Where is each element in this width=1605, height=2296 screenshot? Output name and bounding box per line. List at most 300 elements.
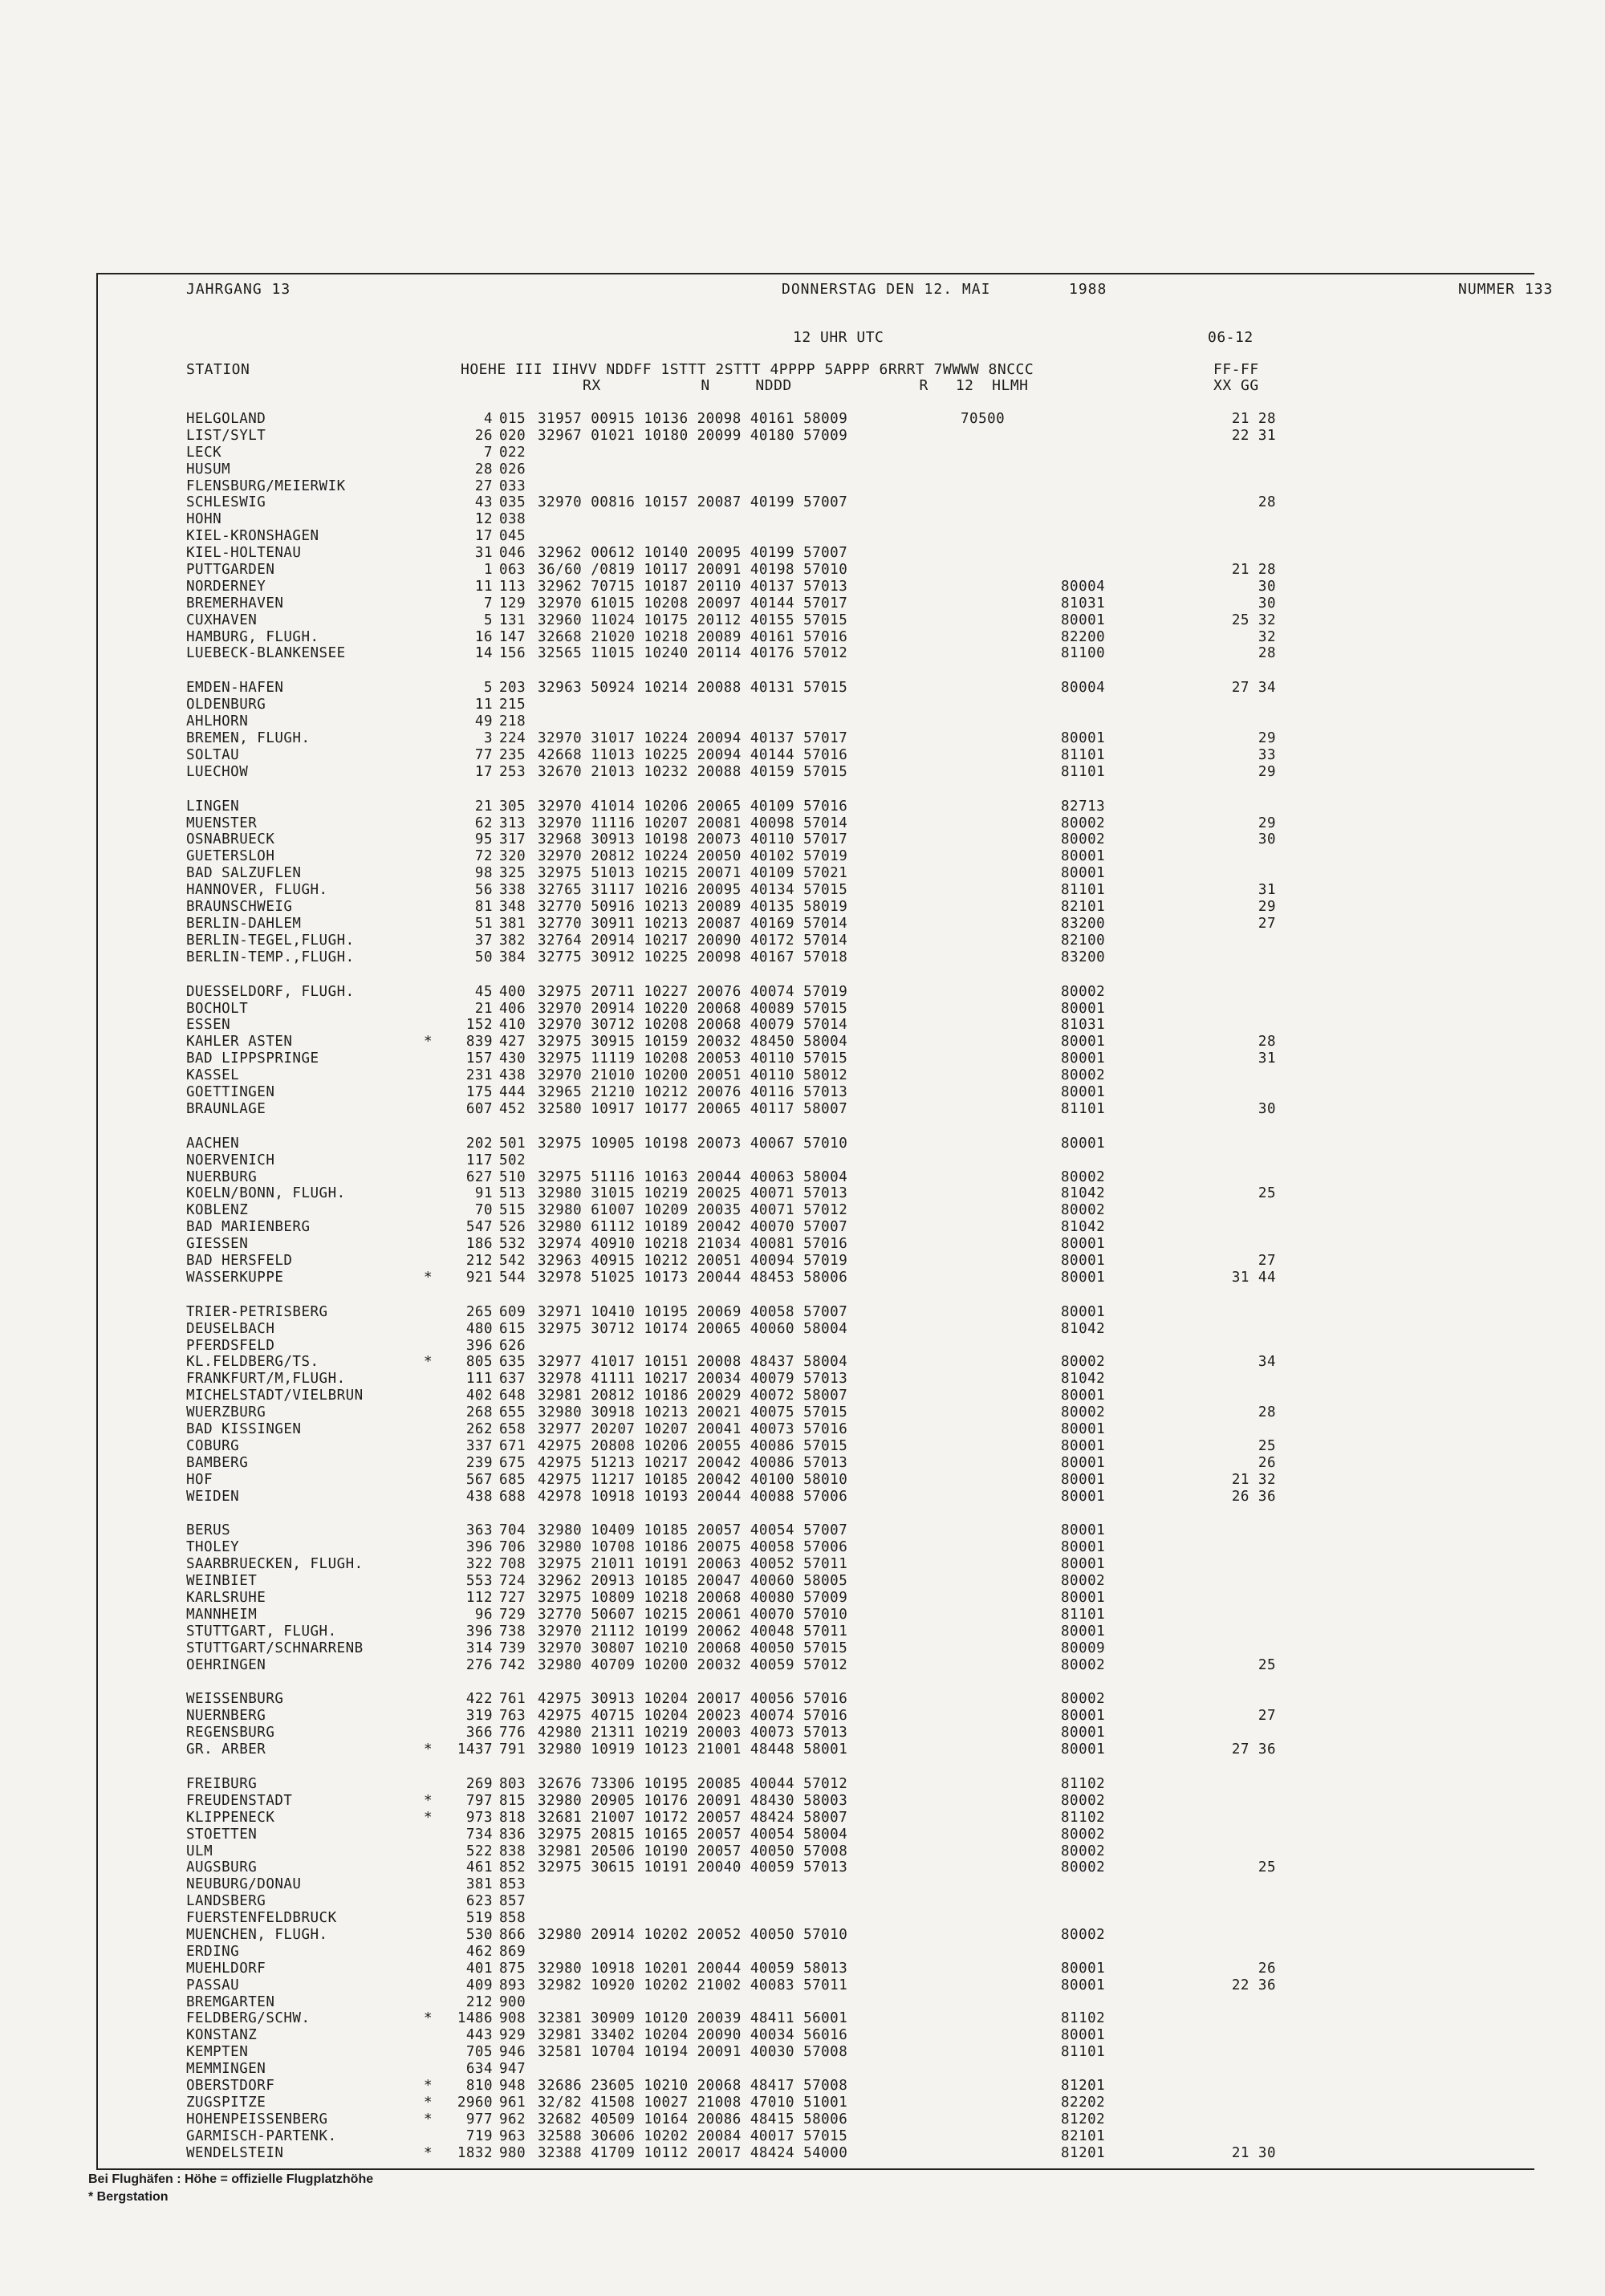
station-code: 946	[499, 2044, 526, 2061]
gust-value: 33	[1258, 746, 1276, 763]
elevation: 7	[483, 595, 493, 612]
elevation: 31	[474, 545, 493, 562]
station-code: 671	[499, 1437, 526, 1454]
station-name: BAD MARIENBERG	[186, 1219, 311, 1236]
station-code: 430	[499, 1050, 526, 1067]
station-code: 156	[499, 645, 526, 662]
station-code: 381	[499, 915, 526, 932]
gust-value: 28	[1258, 1404, 1276, 1421]
station-code: 963	[499, 2127, 526, 2144]
elevation: 381	[465, 1876, 493, 1893]
cloud-group: 80001	[1061, 848, 1106, 865]
synop-groups: 32770 50916 10213 20089 40135 58019	[538, 899, 848, 916]
station-row	[186, 562, 1470, 579]
station-row	[186, 1607, 1470, 1623]
station-name: HOF	[186, 1471, 213, 1488]
station-row	[186, 1371, 1470, 1388]
cloud-group: 80002	[1061, 1691, 1106, 1708]
mountain-flag: *	[424, 1741, 433, 1758]
synop-groups: 42975 11217 10185 20042 40100 58010	[538, 1471, 848, 1488]
cloud-group: 82202	[1061, 2094, 1106, 2111]
report-date: DONNERSTAG DEN 12. MAI	[782, 281, 991, 298]
station-name: LUECHOW	[186, 763, 249, 780]
elevation: 11	[474, 578, 493, 595]
mountain-flag: *	[424, 1792, 433, 1809]
cloud-group: 80002	[1061, 1573, 1106, 1590]
synop-groups: 32975 51013 10215 20071 40109 57021	[538, 865, 848, 882]
station-name: AACHEN	[186, 1135, 240, 1152]
synop-groups: 36/60 /0819 10117 20091 40198 57010	[538, 562, 848, 579]
report-sheet	[96, 273, 1554, 2170]
synop-groups: 32681 21007 10172 20057 48424 58007	[538, 1809, 848, 1826]
station-code: 706	[499, 1539, 526, 1556]
station-row	[186, 1539, 1470, 1556]
station-code: 384	[499, 949, 526, 965]
elevation: 4	[483, 411, 493, 427]
station-row	[186, 1304, 1470, 1321]
group-spacer	[186, 1286, 1470, 1304]
station-name: LIST/SYLT	[186, 427, 266, 444]
station-name: ESSEN	[186, 1017, 231, 1034]
station-code: 761	[499, 1691, 526, 1708]
group-spacer	[186, 1673, 1470, 1691]
elevation: 422	[465, 1691, 493, 1708]
synop-groups: 32981 20812 10186 20029 40072 58007	[538, 1388, 848, 1404]
cloud-group: 80001	[1061, 1556, 1106, 1573]
station-name: BERUS	[186, 1522, 231, 1539]
synop-groups: 32980 10409 10185 20057 40054 57007	[538, 1522, 848, 1539]
cloud-group: 81102	[1061, 1809, 1106, 1826]
station-code: 739	[499, 1640, 526, 1656]
station-row	[186, 1810, 1470, 1827]
group-spacer	[186, 662, 1470, 680]
station-code: 980	[499, 2144, 526, 2161]
synop-groups: 32963 50924 10214 20088 40131 57015	[538, 680, 848, 697]
station-name: WEISSENBURG	[186, 1691, 284, 1708]
station-row	[186, 1084, 1470, 1101]
elevation: 1437	[457, 1741, 493, 1758]
station-row	[186, 2061, 1470, 2078]
station-code: 866	[499, 1927, 526, 1944]
elevation: 81	[474, 899, 493, 916]
station-code: 045	[499, 528, 526, 545]
footnotes	[88, 2171, 373, 2206]
cloud-group: 81101	[1061, 2044, 1106, 2061]
synop-groups: 32975 10809 10218 20068 40080 57009	[538, 1590, 848, 1606]
gust-value: 25 32	[1231, 612, 1276, 628]
time-label: 12 UHR UTC	[793, 329, 884, 346]
synop-groups: 32970 31017 10224 20094 40137 57017	[538, 730, 848, 747]
elevation: 28	[474, 461, 493, 477]
station-code: 615	[499, 1320, 526, 1337]
group-headings: HOEHE III IIHVV NDDFF 1STTT 2STTT 4PPPP 5APPP 6RRRT 7WWWW 8NCCC	[461, 361, 1034, 378]
station-code: 708	[499, 1556, 526, 1573]
group-spacer	[186, 1118, 1470, 1136]
station-name: FUERSTENFELDBRUCK	[186, 1910, 337, 1927]
station-row	[186, 1776, 1470, 1793]
station-name: STUTTGART/SCHNARRENB	[186, 1640, 364, 1656]
elevation: 43	[474, 494, 493, 511]
station-code: 338	[499, 882, 526, 899]
station-name: GIESSEN	[186, 1236, 249, 1253]
station-name: BRAUNLAGE	[186, 1100, 266, 1117]
synop-groups: 32962 20913 10185 20047 40060 58005	[538, 1573, 848, 1590]
station-row	[186, 799, 1470, 815]
station-name: KLIPPENECK	[186, 1809, 275, 1826]
gust-value: 29	[1258, 730, 1276, 747]
elevation: 734	[465, 1826, 493, 1843]
station-row	[186, 1219, 1470, 1236]
station-row	[186, 1202, 1470, 1219]
mountain-flag: *	[424, 1809, 433, 1826]
station-name: MUENSTER	[186, 815, 258, 831]
mountain-flag: *	[424, 2111, 433, 2127]
elevation: 17	[474, 528, 493, 545]
cloud-group: 81201	[1061, 2078, 1106, 2095]
station-name: WEIDEN	[186, 1488, 240, 1505]
gust-value: 25	[1258, 1437, 1276, 1454]
synop-groups: 32970 21112 10199 20062 40048 57011	[538, 1623, 848, 1640]
station-row	[186, 949, 1470, 966]
elevation: 519	[465, 1910, 493, 1927]
gust-value: 27	[1258, 915, 1276, 932]
station-name: BAD KISSINGEN	[186, 1420, 302, 1437]
cloud-group: 80001	[1061, 1488, 1106, 1505]
station-code: 948	[499, 2078, 526, 2095]
cloud-group: 80002	[1061, 1404, 1106, 1421]
station-name: MICHELSTADT/VIELBRUN	[186, 1388, 364, 1404]
station-row	[186, 1321, 1470, 1338]
elevation: 480	[465, 1320, 493, 1337]
synop-groups: 32971 10410 10195 20069 40058 57007	[538, 1303, 848, 1320]
station-row	[186, 595, 1470, 612]
station-code: 510	[499, 1168, 526, 1185]
station-code: 738	[499, 1623, 526, 1640]
station-row	[186, 1640, 1470, 1657]
elevation: 21	[474, 798, 493, 815]
cloud-group: 81101	[1061, 746, 1106, 763]
cloud-group: 81042	[1061, 1219, 1106, 1236]
station-row	[186, 882, 1470, 899]
station-code: 544	[499, 1269, 526, 1286]
station-row	[186, 1623, 1470, 1640]
elevation: 553	[465, 1573, 493, 1590]
station-code: 635	[499, 1354, 526, 1371]
cloud-group: 80001	[1061, 612, 1106, 628]
station-name: NEUBURG/DONAU	[186, 1876, 302, 1893]
elevation: 462	[465, 1943, 493, 1960]
station-row	[186, 645, 1470, 662]
station-name: MUENCHEN, FLUGH.	[186, 1927, 328, 1944]
station-row	[186, 1017, 1470, 1034]
station-row	[186, 1556, 1470, 1573]
cloud-group: 80009	[1061, 1640, 1106, 1656]
synop-groups: 42975 30913 10204 20017 40056 57016	[538, 1691, 848, 1708]
elevation: 45	[474, 983, 493, 1000]
station-row	[186, 2145, 1470, 2162]
station-row	[186, 1843, 1470, 1860]
elevation: 50	[474, 949, 493, 965]
station-row	[186, 428, 1470, 445]
station-code: 542	[499, 1252, 526, 1269]
synop-groups: 32975 30712 10174 20065 40060 58004	[538, 1320, 848, 1337]
station-code: 852	[499, 1859, 526, 1876]
elevation: 91	[474, 1185, 493, 1202]
station-name: OBERSTDORF	[186, 2078, 275, 2095]
station-row	[186, 1827, 1470, 1843]
station-name: STOETTEN	[186, 1826, 258, 1843]
station-row	[186, 680, 1470, 697]
elevation: 14	[474, 645, 493, 662]
station-row	[186, 1994, 1470, 2011]
synop-groups: 32970 30807 10210 20068 40050 57015	[538, 1640, 848, 1656]
gust-value: 34	[1258, 1354, 1276, 1371]
station-name: BOCHOLT	[186, 1000, 249, 1017]
station-row	[186, 445, 1470, 461]
station-row	[186, 1472, 1470, 1489]
group-spacer	[186, 781, 1470, 799]
elevation: 117	[465, 1152, 493, 1168]
station-row	[186, 1438, 1470, 1455]
cloud-group: 80001	[1061, 1303, 1106, 1320]
station-code: 962	[499, 2111, 526, 2127]
mountain-flag: *	[424, 1034, 433, 1050]
elevation: 607	[465, 1100, 493, 1117]
station-code: 215	[499, 697, 526, 713]
station-name: WEINBIET	[186, 1573, 258, 1590]
cloud-group: 80001	[1061, 1708, 1106, 1725]
station-code: 776	[499, 1725, 526, 1741]
gust-value: 29	[1258, 763, 1276, 780]
station-name: BERLIN-TEGEL,FLUGH.	[186, 932, 355, 949]
station-code: 729	[499, 1606, 526, 1623]
elevation: 337	[465, 1437, 493, 1454]
elevation: 805	[465, 1354, 493, 1371]
elevation: 977	[465, 2111, 493, 2127]
cloud-group: 80001	[1061, 2027, 1106, 2044]
station-code: 063	[499, 562, 526, 579]
station-name: WENDELSTEIN	[186, 2144, 284, 2161]
elevation: 21	[474, 1000, 493, 1017]
station-row	[186, 528, 1470, 545]
cloud-group: 81101	[1061, 1606, 1106, 1623]
station-name: SOLTAU	[186, 746, 240, 763]
cloud-group: 80002	[1061, 1202, 1106, 1219]
station-code: 035	[499, 494, 526, 511]
station-name: FELDBERG/SCHW.	[186, 2010, 311, 2027]
cloud-group: 81101	[1061, 1100, 1106, 1117]
elevation: 5	[483, 612, 493, 628]
cloud-group: 80002	[1061, 831, 1106, 848]
elevation: 265	[465, 1303, 493, 1320]
synop-groups: 32975 11119 10208 20053 40110 57015	[538, 1050, 848, 1067]
station-row	[186, 461, 1470, 478]
station-name: DUESSELDORF, FLUGH.	[186, 983, 355, 1000]
synop-groups: 32775 30912 10225 20098 40167 57018	[538, 949, 848, 965]
station-code: 929	[499, 2027, 526, 2044]
elevation: 17	[474, 763, 493, 780]
station-row	[186, 2128, 1470, 2145]
cloud-group: 80002	[1061, 815, 1106, 831]
gust-value: 30	[1258, 595, 1276, 612]
synop-groups: 32980 10918 10201 20044 40059 58013	[538, 1960, 848, 1977]
cloud-group: 81031	[1061, 1017, 1106, 1034]
station-code: 869	[499, 1943, 526, 1960]
station-code: 444	[499, 1083, 526, 1100]
station-code: 438	[499, 1067, 526, 1084]
station-name: OSNABRUECK	[186, 831, 275, 848]
station-name: HUSUM	[186, 461, 231, 477]
mountain-flag: *	[424, 2094, 433, 2111]
station-row	[186, 848, 1470, 865]
elevation: 157	[465, 1050, 493, 1067]
synop-groups: 32963 40915 10212 20051 40094 57019	[538, 1252, 848, 1269]
station-code: 893	[499, 1977, 526, 1993]
cloud-group: 80001	[1061, 1539, 1106, 1556]
synop-groups: 32980 61112 10189 20042 40070 57007	[538, 1219, 848, 1236]
elevation: 7	[483, 444, 493, 461]
elevation: 72	[474, 848, 493, 865]
elevation: 363	[465, 1522, 493, 1539]
elevation: 112	[465, 1590, 493, 1606]
gust-value: 25	[1258, 1185, 1276, 1202]
gust-value: 32	[1258, 628, 1276, 645]
elevation: 268	[465, 1404, 493, 1421]
station-row	[186, 713, 1470, 730]
gust-value: 22 31	[1231, 427, 1276, 444]
station-name: KOELN/BONN, FLUGH.	[186, 1185, 346, 1202]
elevation: 37	[474, 932, 493, 949]
synop-groups: 32580 10917 10177 20065 40117 58007	[538, 1100, 848, 1117]
station-row	[186, 1185, 1470, 1202]
synop-groups: 32581 10704 10194 20091 40030 57008	[538, 2044, 848, 2061]
synop-groups: 32770 50607 10215 20061 40070 57010	[538, 1606, 848, 1623]
station-code: 235	[499, 746, 526, 763]
cloud-group: 81042	[1061, 1371, 1106, 1388]
elevation: 77	[474, 746, 493, 763]
synop-groups: 32981 20506 10190 20057 40050 57008	[538, 1843, 848, 1859]
station-name: BERLIN-TEMP.,FLUGH.	[186, 949, 355, 965]
synop-groups: 32588 30606 10202 20084 40017 57015	[538, 2127, 848, 2144]
synop-groups: 32686 23605 10210 20068 48417 57008	[538, 2078, 848, 2095]
cloud-group: 80001	[1061, 730, 1106, 747]
gust-value: 25	[1258, 1859, 1276, 1876]
station-name: KIEL-HOLTENAU	[186, 545, 302, 562]
station-name: FREIBURG	[186, 1776, 258, 1793]
cloud-group: 81042	[1061, 1320, 1106, 1337]
synop-groups: 32980 31015 10219 20025 40071 57013	[538, 1185, 848, 1202]
station-name: BAD SALZUFLEN	[186, 865, 302, 882]
cloud-group: 80001	[1061, 1420, 1106, 1437]
station-row	[186, 1338, 1470, 1355]
station-code: 685	[499, 1471, 526, 1488]
synop-groups: 32565 11015 10240 20114 40176 57012	[538, 645, 848, 662]
station-name: GR. ARBER	[186, 1741, 266, 1758]
elevation: 1486	[457, 2010, 493, 2027]
cloud-group: 80002	[1061, 1656, 1106, 1673]
elevation: 98	[474, 865, 493, 882]
station-row	[186, 1354, 1470, 1371]
station-row	[186, 545, 1470, 562]
gust-heading: FF-FF	[1213, 361, 1259, 378]
station-code: 724	[499, 1573, 526, 1590]
cloud-group: 80001	[1061, 1741, 1106, 1758]
synop-groups: 32980 30918 10213 20021 40075 57015	[538, 1404, 848, 1421]
station-code: 320	[499, 848, 526, 865]
synop-groups: 42975 40715 10204 20023 40074 57016	[538, 1708, 848, 1725]
synop-groups: 32960 11024 10175 20112 40155 57015	[538, 612, 848, 628]
station-row	[186, 1944, 1470, 1961]
station-code: 026	[499, 461, 526, 477]
station-name: NOERVENICH	[186, 1152, 275, 1168]
station-code: 513	[499, 1185, 526, 1202]
elevation: 810	[465, 2078, 493, 2095]
station-name: FREUDENSTADT	[186, 1792, 293, 1809]
elevation: 239	[465, 1454, 493, 1471]
synop-groups: 32975 51116 10163 20044 40063 58004	[538, 1168, 848, 1185]
cloud-group: 81102	[1061, 2010, 1106, 2027]
station-code: 727	[499, 1590, 526, 1606]
station-name: LINGEN	[186, 798, 240, 815]
cloud-group: 81101	[1061, 763, 1106, 780]
synop-groups: 32980 61007 10209 20035 40071 57012	[538, 1202, 848, 1219]
station-row	[186, 1404, 1470, 1421]
station-code: 626	[499, 1337, 526, 1354]
elevation: 5	[483, 680, 493, 697]
station-code: 858	[499, 1910, 526, 1927]
elevation: 322	[465, 1556, 493, 1573]
station-code: 836	[499, 1826, 526, 1843]
station-row	[186, 1590, 1470, 1607]
synop-groups: 32975 30615 10191 20040 40059 57013	[538, 1859, 848, 1876]
station-code: 742	[499, 1656, 526, 1673]
synop-groups: 32978 51025 10173 20044 48453 58006	[538, 1269, 848, 1286]
station-row	[186, 815, 1470, 832]
elevation: 839	[465, 1034, 493, 1050]
gust-value: 29	[1258, 815, 1276, 831]
station-row	[186, 2010, 1470, 2027]
synop-groups: 32981 33402 10204 20090 40034 56016	[538, 2027, 848, 2044]
elevation: 96	[474, 1606, 493, 1623]
station-row	[186, 1910, 1470, 1927]
station-name: LANDSBERG	[186, 1893, 266, 1910]
elevation: 921	[465, 1269, 493, 1286]
cloud-group: 80001	[1061, 1725, 1106, 1741]
synop-groups: 32682 40509 10164 20086 48415 58006	[538, 2111, 848, 2127]
station-row	[186, 764, 1470, 781]
cloud-group: 81100	[1061, 645, 1106, 662]
synop-groups: 42975 20808 10206 20055 40086 57015	[538, 1437, 848, 1454]
station-code: 532	[499, 1236, 526, 1253]
elevation: 409	[465, 1977, 493, 1993]
station-name: OEHRINGEN	[186, 1656, 266, 1673]
elevation: 1832	[457, 2144, 493, 2161]
cloud-group: 80001	[1061, 1269, 1106, 1286]
station-name: BRAUNSCHWEIG	[186, 899, 293, 916]
cloud-group: 80001	[1061, 865, 1106, 882]
station-code: 875	[499, 1960, 526, 1977]
station-row	[186, 1961, 1470, 1977]
station-code: 348	[499, 899, 526, 916]
synop-groups: 32970 20914 10220 20068 40089 57015	[538, 1000, 848, 1017]
cloud-group: 80004	[1061, 578, 1106, 595]
station-row	[186, 1793, 1470, 1810]
cloud-group: 83200	[1061, 949, 1106, 965]
station-name: MEMMINGEN	[186, 2061, 266, 2078]
station-row	[186, 1573, 1470, 1590]
station-name: FRANKFURT/M,FLUGH.	[186, 1371, 346, 1388]
station-name: BAMBERG	[186, 1454, 249, 1471]
